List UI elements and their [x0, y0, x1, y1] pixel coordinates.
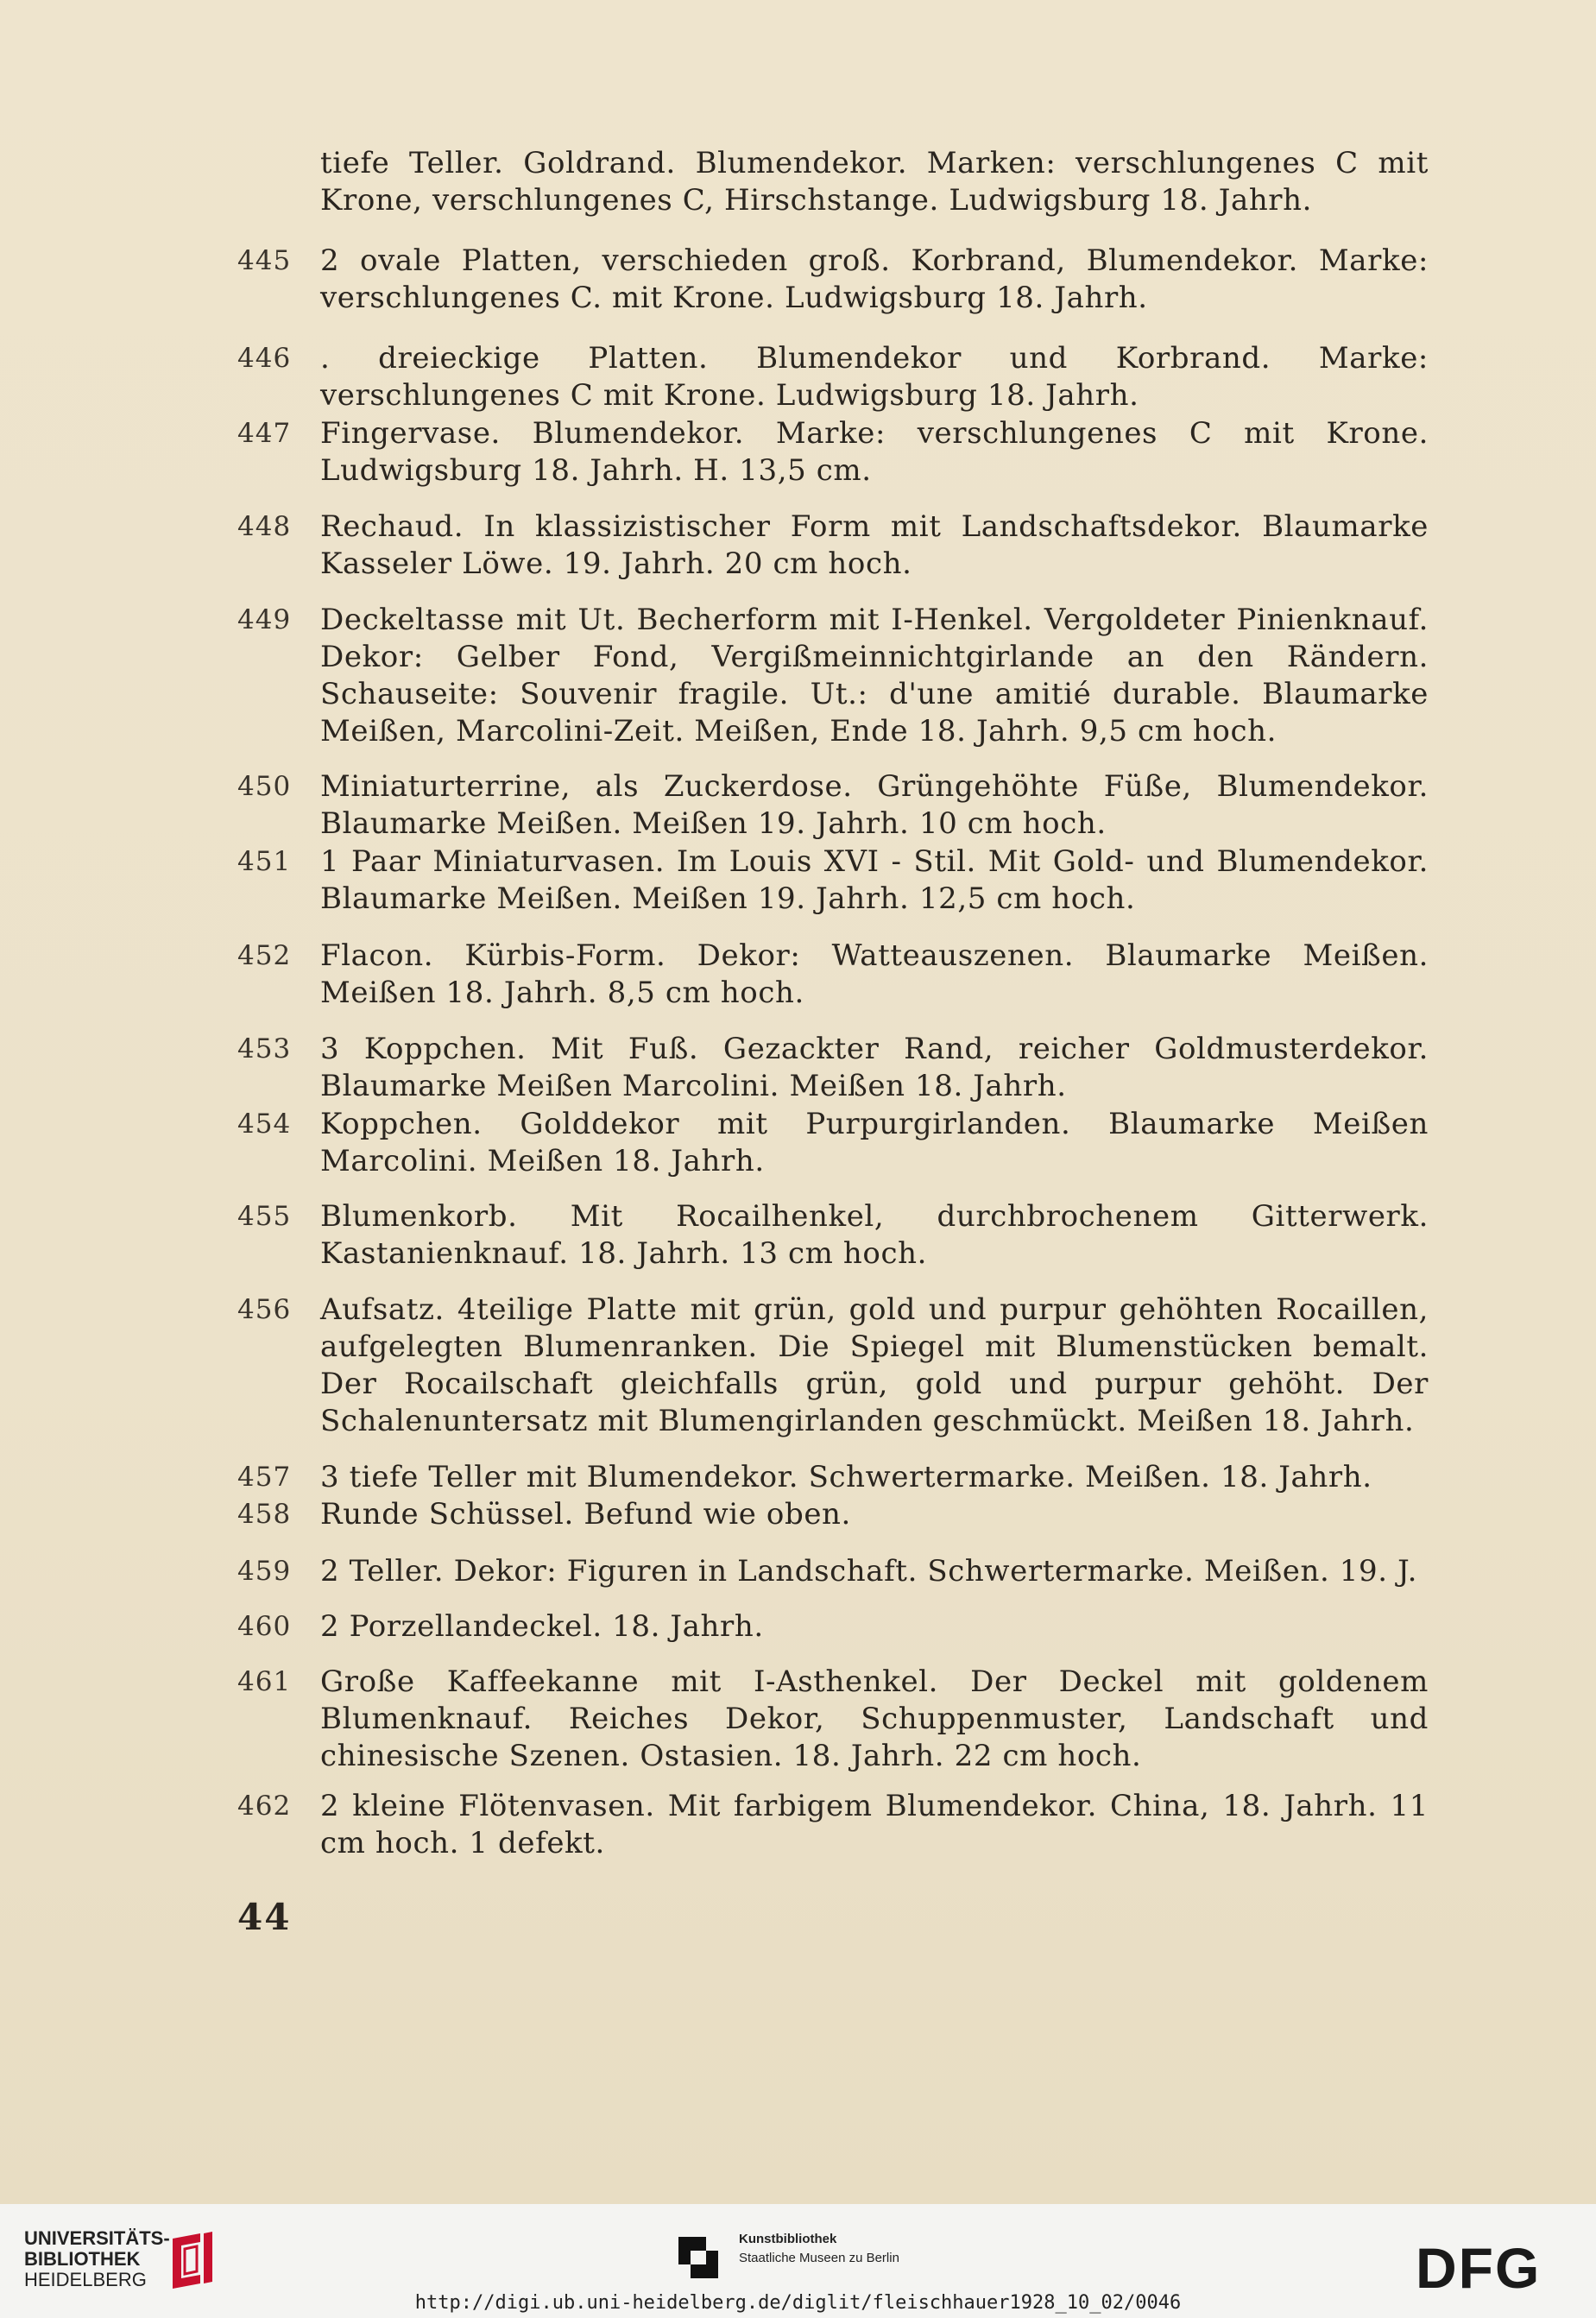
entry-number: 457	[237, 1462, 292, 1493]
entry-number: 446	[237, 343, 292, 374]
entry-text: . dreieckige Platten. Blumendekor und Korbrand. Marke: verschlungenes C mit Krone. Ludwigsburg 18. Jahrh.	[320, 341, 1429, 413]
entry-text: 3 tiefe Teller mit Blumendekor. Schwertermarke. Meißen. 18. Jahrh.	[320, 1460, 1372, 1494]
viewer-footer	[0, 2204, 1596, 2318]
entry-text: Miniaturterrine, als Zuckerdose. Grüngehöhte Füße, Blumendekor. Blaumarke Meißen. Meißen 19. Jahrh. 10 cm hoch.	[320, 769, 1429, 841]
kunstbibliothek-institution: Staatliche Museen zu Berlin	[739, 2251, 899, 2265]
entry-number: 455	[237, 1201, 292, 1232]
entry-number: 450	[237, 771, 292, 802]
entry-number: 448	[237, 511, 292, 542]
entry-text: Fingervase. Blumendekor. Marke: verschlungenes C mit Krone. Ludwigsburg 18. Jahrh. H. 13,5 cm.	[320, 416, 1429, 488]
entry-number: 452	[237, 940, 292, 971]
entry-number: 461	[237, 1666, 292, 1697]
entry-text: Aufsatz. 4teilige Platte mit grün, gold und purpur gehöhten Rocaillen, aufgelegten Blumenranken. Die Spiegel mit Blumenstücken bemalt. Der Rocailschaft gleichfalls grün, gold und purpur gehöht. Der Schalenuntersatz mit Blumengirlanden geschmückt. Meißen 18. Jahrh.	[320, 1292, 1429, 1438]
entry-text: Große Kaffeekanne mit I-Asthenkel. Der Deckel mit goldenem Blumenknauf. Reiches Dekor, Schuppenmuster, Landschaft und chinesische Szenen. Ostasien. 18. Jahrh. 22 cm hoch.	[320, 1664, 1429, 1773]
entry-number: 456	[237, 1294, 292, 1325]
kunstbibliothek-name: Kunstbibliothek	[739, 2232, 837, 2246]
entry-text: Koppchen. Golddekor mit Purpurgirlanden. Blaumarke Meißen Marcolini. Meißen 18. Jahrh.	[320, 1107, 1429, 1178]
ub-name-line2: BIBLIOTHEK	[24, 2248, 141, 2270]
entry-number: 454	[237, 1108, 292, 1140]
dfg-logo[interactable]: DFG	[1416, 2236, 1542, 2300]
entry-text: Deckeltasse mit Ut. Becherform mit I-Henkel. Vergoldeter Pinienknauf. Dekor: Gelber Fond, Vergißmeinnichtgirlande an den Rändern. Schauseite: Souvenir fragile. Ut.: d'une amitié durable. Blaumarke Meißen, Marcolini-Zeit. Meißen, Ende 18. Jahrh. 9,5 cm hoch.	[320, 603, 1429, 748]
entry-text: 2 kleine Flötenvasen. Mit farbigem Blumendekor. China, 18. Jahrh. 11 cm hoch. 1 defekt.	[320, 1789, 1429, 1860]
permalink-url[interactable]: http://digi.ub.uni-heidelberg.de/diglit/fleischhauer1928_10_02/0046	[414, 2292, 1182, 2314]
entry-number: 459	[237, 1556, 292, 1587]
entry-text: 3 Koppchen. Mit Fuß. Gezackter Rand, reicher Goldmusterdekor. Blaumarke Meißen Marcolini. Meißen 18. Jahrh.	[320, 1032, 1429, 1103]
entry-number: 460	[237, 1611, 292, 1642]
entry-number: 449	[237, 604, 292, 635]
ub-name-line3: HEIDELBERG	[24, 2269, 147, 2290]
entry-number: 445	[237, 245, 292, 276]
entry-text: Flacon. Kürbis-Form. Dekor: Watteauszenen. Blaumarke Meißen. Meißen 18. Jahrh. 8,5 cm hoch.	[320, 938, 1429, 1010]
entry-text: Blumenkorb. Mit Rocailhenkel, durchbrochenem Gitterwerk. Kastanienknauf. 18. Jahrh. 13 cm hoch.	[320, 1199, 1429, 1271]
entry-number: 453	[237, 1033, 292, 1064]
entry-number: 451	[237, 846, 292, 877]
entry-number: 447	[237, 418, 292, 449]
entry-text: 2 Porzellandeckel. 18. Jahrh.	[320, 1609, 764, 1644]
entry-text: Rechaud. In klassizistischer Form mit Landschaftsdekor. Blaumarke Kasseler Löwe. 19. Jahrh. 20 cm hoch.	[320, 509, 1429, 581]
ub-name-line1: UNIVERSITÄTS-	[24, 2227, 170, 2249]
ub-heidelberg-logo[interactable]	[24, 2228, 170, 2290]
entry-text: tiefe Teller. Goldrand. Blumendekor. Marken: verschlungenes C mit Krone, verschlungenes C, Hirschstange. Ludwigsburg 18. Jahrh.	[320, 146, 1429, 218]
ub-heidelberg-mark-icon	[162, 2230, 223, 2294]
entry-number: 458	[237, 1499, 292, 1530]
entry-text: Runde Schüssel. Befund wie oben.	[320, 1497, 851, 1532]
entry-text: 2 Teller. Dekor: Figuren in Landschaft. Schwertermarke. Meißen. 19. J.	[320, 1554, 1418, 1588]
entry-text: 2 ovale Platten, verschieden groß. Korbrand, Blumendekor. Marke: verschlungenes C. mit Krone. Ludwigsburg 18. Jahrh.	[320, 243, 1429, 315]
page-number: 44	[237, 1896, 292, 1938]
kunstbibliothek-mark-icon	[678, 2237, 727, 2278]
entry-number: 462	[237, 1791, 292, 1822]
entry-text: 1 Paar Miniaturvasen. Im Louis XVI - Stil. Mit Gold- und Blumendekor. Blaumarke Meißen. Meißen 19. Jahrh. 12,5 cm hoch.	[320, 844, 1429, 916]
